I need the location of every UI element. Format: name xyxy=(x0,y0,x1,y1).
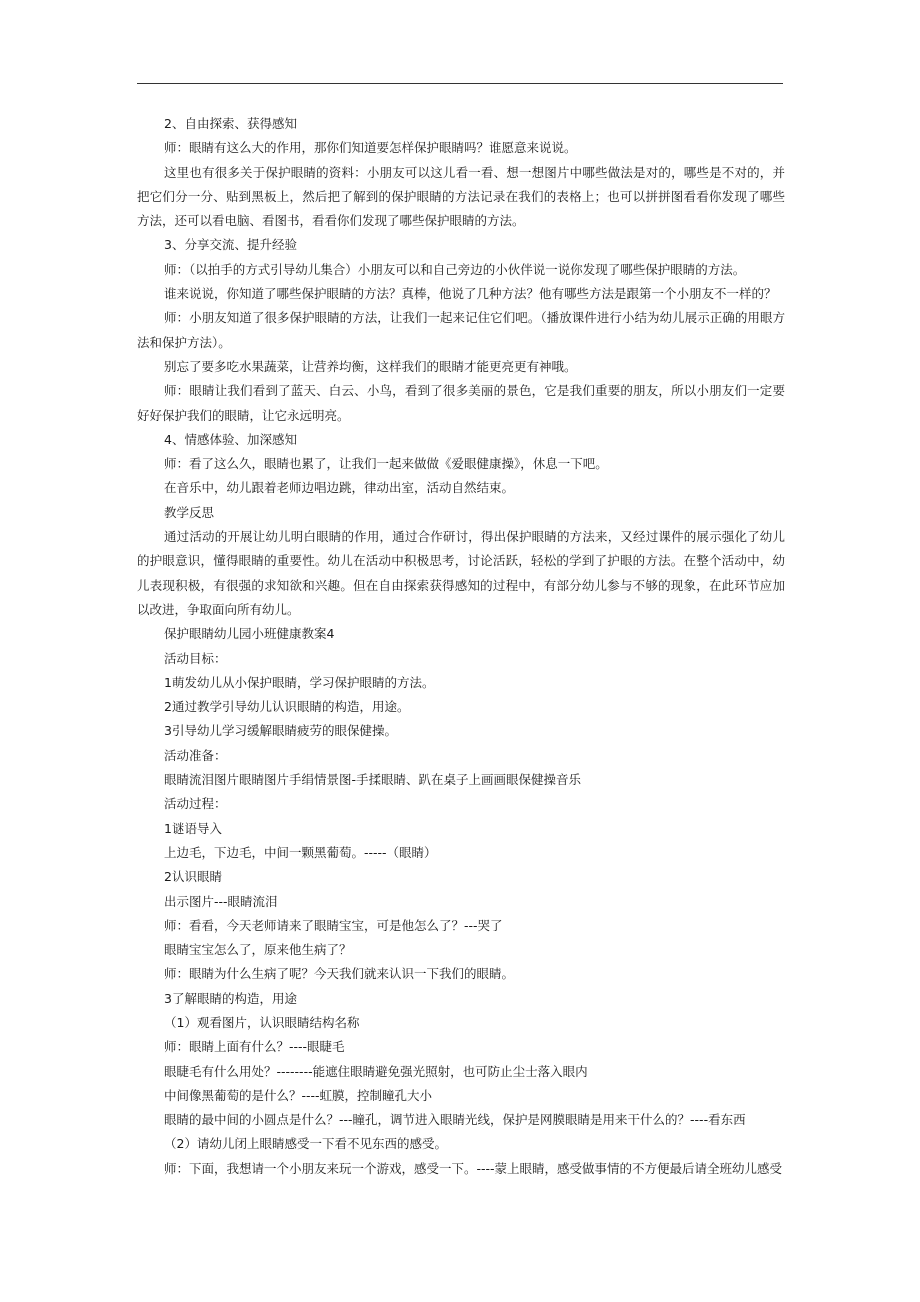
list-item: 2通过教学引导幼儿认识眼睛的构造，用途。 xyxy=(164,699,410,715)
text-paragraph: 这里也有很多关于保护眼睛的资料：小朋友可以这儿看一看、想一想图片中哪些做法是对的，哪些是不对的，并把它们分一分、贴到黑板上，然后把了解到的保护眼睛的方法记录在我们的表格上；也可以拼拼图看看你发现了哪些方法，还可以看电脑、看图书，看看你们发现了哪些保护眼睛的方法。 xyxy=(137,164,785,229)
section-heading: 1谜语导入 xyxy=(164,820,222,836)
text-line: 师：看看，今天老师请来了眼睛宝宝，可是他怎么了？---哭了 xyxy=(164,917,503,933)
list-item: 3引导幼儿学习缓解眼睛疲劳的眼保健操。 xyxy=(164,723,397,739)
section-heading: 2认识眼睛 xyxy=(164,869,222,885)
list-item: 1萌发幼儿从小保护眼睛，学习保护眼睛的方法。 xyxy=(164,674,435,690)
text-line: 别忘了要多吃水果蔬菜，让营养均衡，这样我们的眼睛才能更亮更有神哦。 xyxy=(164,358,577,374)
text-line: （1）观看图片，认识眼睛结构名称 xyxy=(164,1014,360,1030)
text-line: 眼睫毛有什么用处？--------能遮住眼睛避免强光照射，也可防止尘士落入眼内 xyxy=(164,1063,588,1079)
text-line: 谁来说说，你知道了哪些保护眼睛的方法？真棒，他说了几种方法？他有哪些方法是跟第一个小朋友不一样的？ xyxy=(164,286,777,302)
text-line: 师：眼睛为什么生病了呢？今天我们就来认识一下我们的眼睛。 xyxy=(164,966,515,982)
text-line: 师：看了这么久，眼睛也累了，让我们一起来做做《爱眼健康操》，休息一下吧。 xyxy=(164,456,608,472)
section-heading: 3了解眼睛的构造，用途 xyxy=(164,990,297,1006)
section-heading: 2、自由探索、获得感知 xyxy=(164,116,297,131)
text-paragraph: 师：眼睛让我们看到了蓝天、白云、小鸟，看到了很多美丽的景色，它是我们重要的朋友，所以小朋友们一定要好好保护我们的眼睛，让它永远明亮。 xyxy=(137,383,785,423)
section-heading: 教学反思 xyxy=(164,504,215,520)
text-line: （2）请幼儿闭上眼睛感受一下看不见东西的感受。 xyxy=(164,1136,447,1152)
lesson-title: 保护眼睛幼儿园小班健康教案4 xyxy=(164,626,335,642)
text-line: 师：眼睛有这么大的作用，那你们知道要怎样保护眼睛吗？谁愿意来说说。 xyxy=(164,140,577,156)
section-heading: 3、分享交流、提升经验 xyxy=(164,237,297,253)
text-line: 眼睛宝宝怎么了，原来他生病了？ xyxy=(164,942,352,958)
section-heading: 活动准备： xyxy=(164,747,227,763)
text-paragraph: 师：小朋友知道了很多保护眼睛的方法，让我们一起来记住它们吧。（播放课件进行小结为幼儿展示正确的用眼方法和保护方法）。 xyxy=(137,310,785,350)
section-heading: 活动目标： xyxy=(164,650,227,666)
text-paragraph: 通过活动的开展让幼儿明白眼睛的作用，通过合作研讨，得出保护眼睛的方法来，又经过课件的展示强化了幼儿的护眼意识，懂得眼睛的重要性。幼儿在活动中积极思考，讨论活跃，轻松的学到了护眼的方法。在整个活动中，幼儿表现积极，有很强的求知欲和兴趣。但在自由探索获得感知的过程中，有部分幼儿参与不够的现象，在此环节应加以改进，争取面向所有幼儿。 xyxy=(137,529,785,617)
text-line: 眼睛流泪图片眼睛图片手绢情景图-手揉眼睛、趴在桌子上画画眼保健操音乐 xyxy=(164,772,582,788)
text-line: 中间像黑葡萄的是什么？----虹膜，控制瞳孔大小 xyxy=(164,1087,433,1103)
text-line: 师：（以拍手的方式引导幼儿集合）小朋友可以和自己旁边的小伙伴说一说你发现了哪些保护眼睛的方法。 xyxy=(164,261,746,277)
text-line: 眼睛的最中间的小圆点是什么？---瞳孔，调节进入眼睛光线，保护是网膜眼睛是用来干什么的？----看东西 xyxy=(164,1112,746,1128)
section-heading: 活动过程： xyxy=(164,796,227,812)
text-line: 师：眼睛上面有什么？----眼睫毛 xyxy=(164,1039,345,1055)
text-line: 出示图片---眼睛流泪 xyxy=(164,893,278,909)
text-line: 师：下面，我想请一个小朋友来玩一个游戏，感受一下。----蒙上眼睛，感受做事情的不方便最后请全班幼儿感受 xyxy=(164,1160,783,1176)
text-line: 在音乐中，幼儿跟着老师边唱边跳，律动出室，活动自然结束。 xyxy=(164,480,515,496)
text-line: 上边毛，下边毛，中间一颗黑葡萄。-----（眼睛） xyxy=(164,844,437,860)
section-heading: 4、情感体验、加深感知 xyxy=(164,431,297,447)
document-body xyxy=(137,112,785,1181)
header-rule xyxy=(137,83,783,84)
